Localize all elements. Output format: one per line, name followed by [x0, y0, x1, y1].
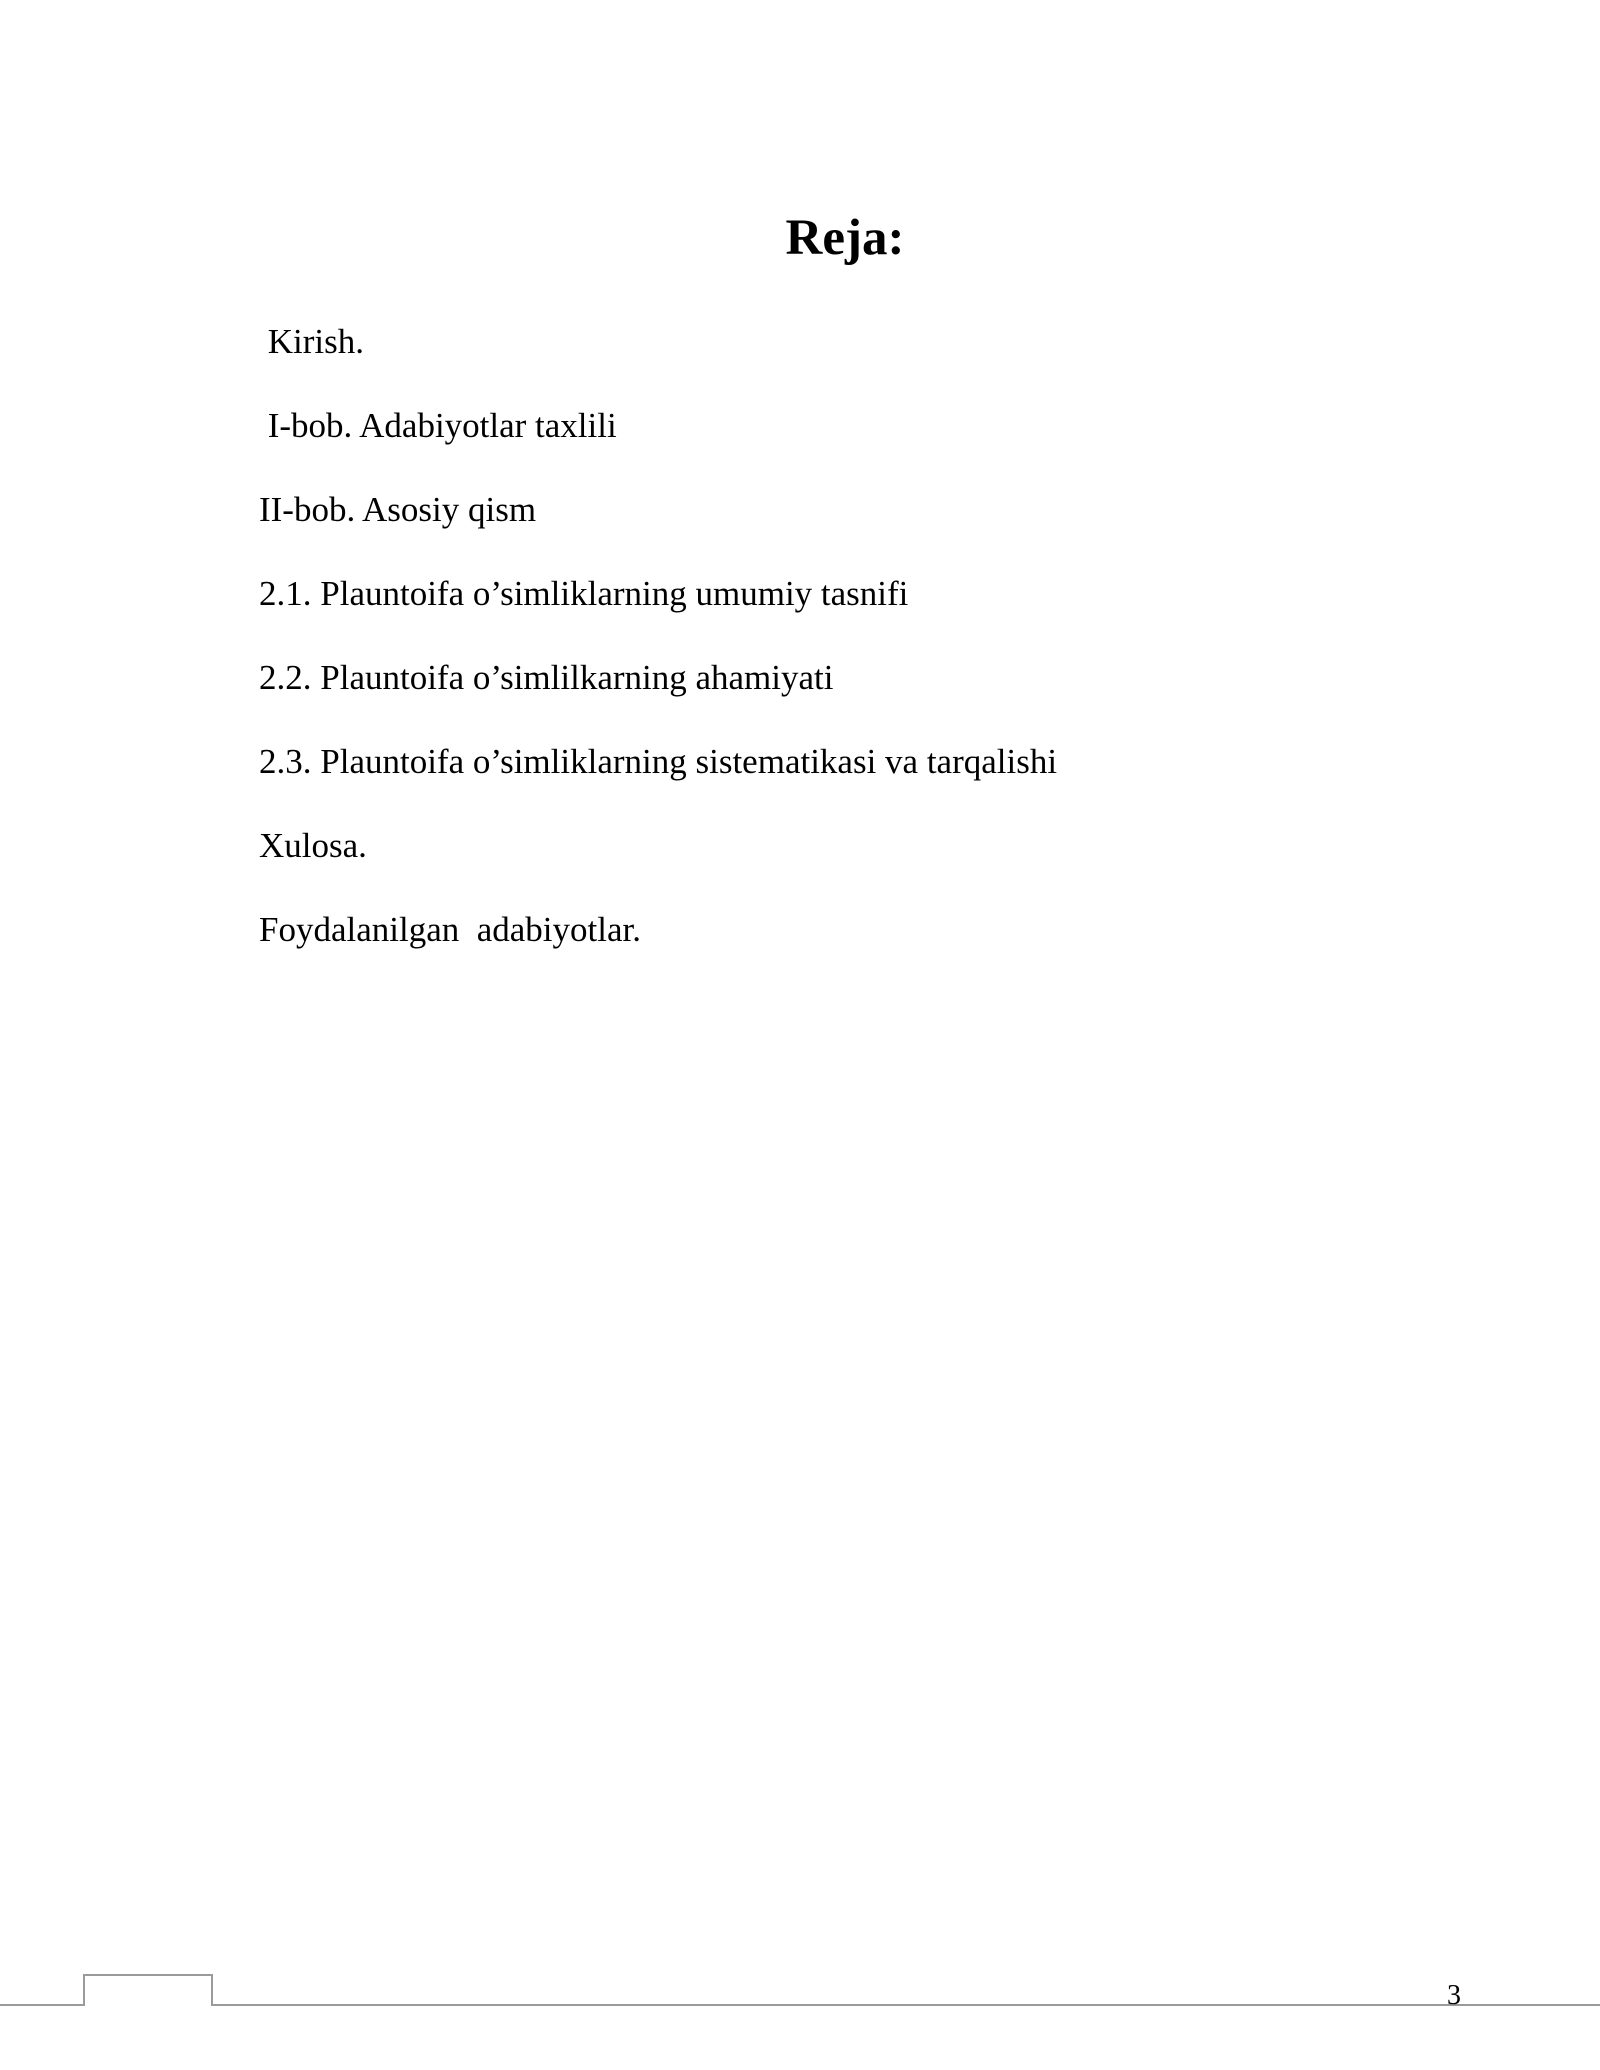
plan-list: [259, 322, 1057, 994]
plan-item-section-2-2: 2.2. Plauntoifa o’simlilkarning ahamiyati: [259, 658, 834, 697]
plan-item-chapter-2: II-bob. Asosiy qism: [259, 490, 537, 529]
plan-item-section-2-1: 2.1. Plauntoifa o’simliklarning umumiy tasnifi: [259, 574, 909, 613]
plan-item-references: Foydalanilgan adabiyotlar.: [259, 910, 641, 949]
plan-item-xulosa: Xulosa.: [259, 826, 367, 865]
page-title: Reja:: [785, 210, 905, 266]
plan-item-chapter-1: I-bob. Adabiyotlar taxlili: [259, 406, 617, 445]
plan-item-kirish: Kirish.: [259, 322, 364, 361]
page-number: 3: [1447, 1980, 1461, 2011]
plan-item-section-2-3: 2.3. Plauntoifa o’simliklarning sistematikasi va tarqalishi: [259, 742, 1058, 781]
